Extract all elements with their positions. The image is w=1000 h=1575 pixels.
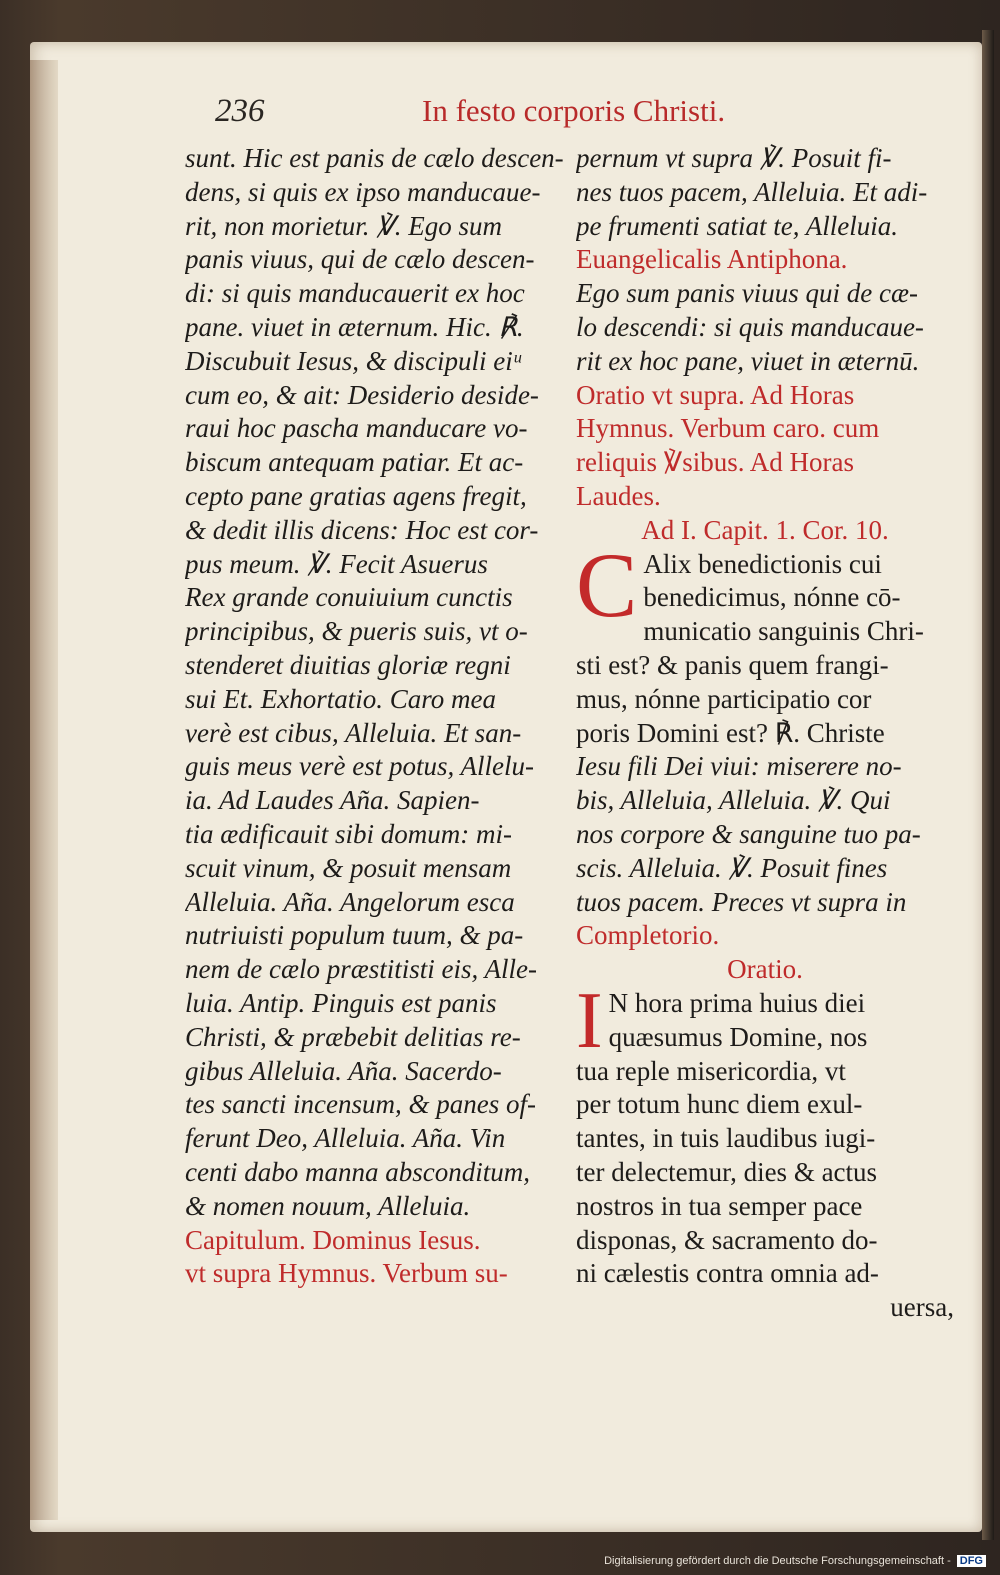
dropcap-c: C — [576, 533, 638, 636]
text-line-rubric: gibus Alleluia. Aña. Sacerdo- — [185, 1055, 502, 1086]
text-line-rubric: tuos pacem. Preces vt supra in — [576, 886, 907, 917]
text-line: sti est? & panis quem frangi- — [576, 649, 889, 680]
right-column — [576, 142, 954, 1325]
text-line: tia ædificauit sibi domum: mi- — [185, 818, 512, 849]
text-line: nos corpore & sanguine tuo pa- — [576, 818, 921, 849]
text-line: pernum vt supra ℣. Posuit fi- — [576, 143, 892, 173]
text-line: verè est cibus, Alleluia. Et san- — [185, 717, 522, 748]
oratio-heading: Oratio. — [727, 954, 803, 985]
text-line: benedicimus, nónne cō- — [643, 582, 901, 613]
dropcap-i: I — [576, 976, 603, 1065]
text-line: sunt. Hic est panis de cælo descen- — [185, 143, 564, 173]
book-edge — [982, 30, 994, 1540]
text-line: tua reple misericordia, vt — [576, 1055, 846, 1086]
text-line: cepto pane gratias agens fregit, — [185, 480, 527, 511]
text-line: centi dabo manna absconditum, — [185, 1156, 530, 1187]
text-line: dens, si quis ex ipso manducaue- — [185, 176, 541, 207]
text-line: scis. Alleluia. ℣. Posuit fines — [576, 852, 888, 883]
text-line-rubric: Alleluia. Aña. Angelorum esca — [185, 886, 515, 917]
catchword: uersa, — [890, 1292, 954, 1323]
text-line: rit, non morietur. ℣. Ego sum — [185, 210, 502, 241]
running-title: In festo corporis Christi. — [422, 93, 726, 128]
page-header — [0, 93, 1000, 143]
left-column — [185, 142, 565, 1291]
page-number: 236 — [215, 93, 265, 129]
text-line: Christi, & præbebit delitias re- — [185, 1021, 521, 1052]
hymnus-line: vt supra Hymnus. Verbum su- — [185, 1258, 508, 1289]
text-line: ter delectemur, dies & actus — [576, 1156, 878, 1187]
text-line: disponas, & sacramento do- — [576, 1224, 878, 1255]
text-line: nem de cælo præstitisti eis, Alle- — [185, 954, 537, 985]
text-line: tantes, in tuis laudibus iugi- — [576, 1123, 876, 1154]
antiphona-heading: Euangelicalis Antiphona. — [576, 244, 848, 275]
text-line: municatio sanguinis Chri- — [643, 616, 924, 647]
text-line: Rex grande conuiuium cunctis — [185, 582, 513, 613]
text-line: Ego sum panis viuus qui de cæ- — [576, 278, 918, 309]
text-line: cum eo, & ait: Desiderio deside- — [185, 379, 539, 410]
text-line: pe frumenti satiat te, Alleluia. — [576, 210, 898, 241]
footer-text: Digitalisierung gefördert durch die Deutsche Forschungsgemeinschaft - — [604, 1555, 951, 1567]
text-line: guis meus verè est potus, Allelu- — [185, 751, 534, 782]
text-line: scuit vinum, & posuit mensam — [185, 852, 512, 883]
text-line-rubric: ferunt Deo, Alleluia. Aña. Vin — [185, 1123, 506, 1154]
dfg-logo: DFG — [957, 1555, 986, 1567]
text-line: bis, Alleluia, Alleluia. ℣. Qui — [576, 785, 891, 816]
text-line: poris Domini est? ℟. Christe — [576, 717, 885, 748]
text-line: mus, nónne participatio cor — [576, 683, 872, 714]
hymnus-rubric: Hymnus. Verbum caro. cum — [576, 413, 880, 444]
text-line-rubric: ia. Ad Laudes Aña. Sapien- — [185, 785, 480, 816]
capitulum-reference: Ad I. Capit. 1. Cor. 10. — [641, 514, 889, 545]
page-gutter-shadow — [30, 60, 58, 1520]
text-line: principibus, & pueris suis, vt o- — [185, 616, 528, 647]
text-line: lo descendi: si quis manducaue- — [576, 311, 924, 342]
digitization-footer — [0, 1555, 1000, 1575]
text-line: Iesu fili Dei viui: miserere no- — [576, 751, 902, 782]
text-line: panis viuus, qui de cælo descen- — [185, 244, 535, 275]
text-line: rit ex hoc pane, viuet in æternū. — [576, 345, 920, 376]
text-line: nostros in tua semper pace — [576, 1190, 863, 1221]
text-line: & dedit illis dicens: Hoc est cor- — [185, 514, 539, 545]
text-line: N hora prima huius diei — [608, 987, 866, 1018]
text-line: nutriuisti populum tuum, & pa- — [185, 920, 524, 951]
text-line: quæsumus Domine, nos — [608, 1021, 868, 1052]
text-line: tes sancti incensum, & panes of- — [185, 1089, 536, 1120]
text-line: stenderet diuitias gloriæ regni — [185, 649, 511, 680]
laudes-rubric: Laudes. — [576, 480, 661, 511]
text-line: biscum antequam patiar. Et ac- — [185, 447, 524, 478]
capitulum-heading: Capitulum. Dominus Iesus. — [185, 1224, 481, 1255]
completorio-rubric: Completorio. — [576, 920, 720, 951]
text-line: nes tuos pacem, Alleluia. Et adi- — [576, 176, 928, 207]
text-line: raui hoc pascha manducare vo- — [185, 413, 528, 444]
text-line: per totum hunc diem exul- — [576, 1089, 863, 1120]
oratio-rubric: Oratio vt supra. Ad Horas — [576, 379, 855, 410]
text-line-rubric: luia. Antip. Pinguis est panis — [185, 987, 497, 1018]
text-line: & nomen nouum, Alleluia. — [185, 1190, 471, 1221]
text-line: ni cælestis contra omnia ad- — [576, 1258, 879, 1289]
text-line: pane. viuet in æternum. Hic. ℟. — [185, 311, 524, 342]
reliquis-rubric: reliquis ℣sibus. Ad Horas — [576, 447, 854, 478]
text-line: Discubuit Iesus, & discipuli eiᵘ — [185, 345, 521, 376]
text-line: pus meum. ℣. Fecit Asuerus — [185, 548, 488, 579]
text-line: di: si quis manducauerit ex hoc — [185, 278, 525, 309]
in-hora-paragraph — [576, 976, 954, 1065]
text-line: Alix benedictionis cui — [643, 548, 882, 579]
text-line-rubric: sui Et. Exhortatio. Caro mea — [185, 683, 496, 714]
